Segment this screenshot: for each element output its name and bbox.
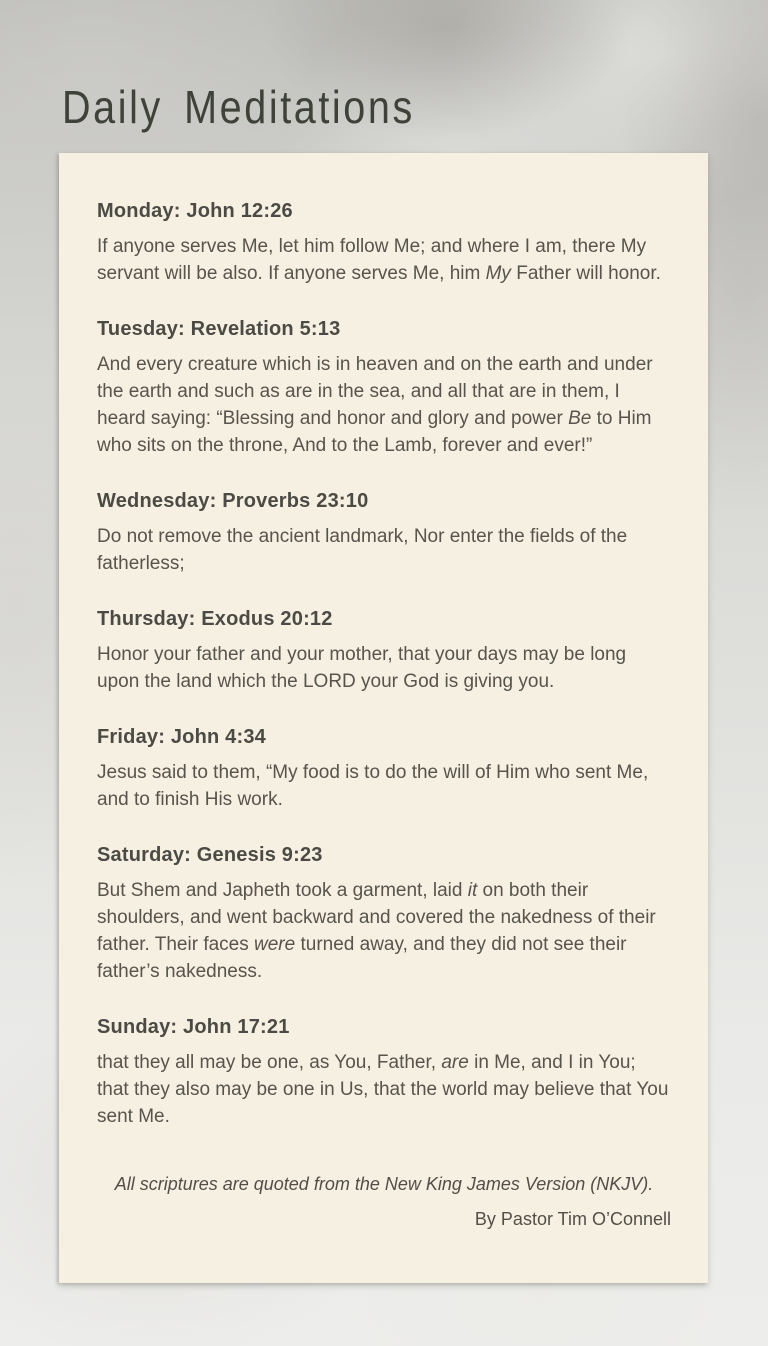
- meditation-section: [97, 317, 671, 459]
- section-body: [97, 877, 671, 985]
- meditation-section: [97, 725, 671, 813]
- body-text-run: Father will honor.: [510, 263, 661, 284]
- body-text-run: Honor your father and your mother, that your days may be long upon the land which the LORD your God is giving you.: [97, 644, 627, 692]
- meditations-card: [59, 153, 708, 1283]
- section-heading: Saturday: Genesis 9:23: [97, 844, 323, 866]
- meditation-section: [97, 489, 671, 577]
- section-body: [97, 1049, 671, 1130]
- body-text-run: on both their shoulders, and went backward and covered the nakedness of their father. Their faces: [97, 880, 656, 955]
- scripture-source-note: All scriptures are quoted from the New King James Version (NKJV).: [114, 1174, 654, 1194]
- body-text-italic-run: Be: [568, 408, 592, 429]
- section-heading: Friday: John 4:34: [97, 726, 266, 748]
- body-text-run: Do not remove the ancient landmark, Nor enter the fields of the fatherless;: [97, 526, 628, 574]
- author-byline: By Pastor Tim O’Connell: [474, 1209, 671, 1229]
- section-heading: Tuesday: Revelation 5:13: [97, 318, 341, 340]
- meditation-section: [97, 843, 671, 985]
- section-body: [97, 523, 671, 577]
- body-text-italic-run: My: [485, 263, 511, 284]
- body-text-run: turned away, and they did not see their father’s nakedness.: [97, 934, 627, 982]
- body-text-italic-run: are: [441, 1052, 469, 1073]
- section-body: [97, 759, 671, 813]
- meditation-section: [97, 1015, 671, 1130]
- section-body: [97, 641, 671, 695]
- body-text-italic-run: it: [467, 880, 478, 901]
- page-title: Daily Meditations: [62, 81, 415, 133]
- body-text-run: If anyone serves Me, let him follow Me; and where I am, there My servant will be also. If anyone serves Me, him: [97, 236, 647, 284]
- meditation-list: [97, 199, 671, 1130]
- section-body: [97, 233, 671, 287]
- section-heading: Monday: John 12:26: [97, 200, 293, 222]
- body-text-italic-run: were: [254, 934, 296, 955]
- body-text-run: Jesus said to them, “My food is to do the will of Him who sent Me, and to finish His work.: [97, 762, 649, 810]
- section-heading: Wednesday: Proverbs 23:10: [97, 490, 369, 512]
- body-text-run: But Shem and Japheth took a garment, laid: [97, 880, 468, 901]
- body-text-run: that they all may be one, as You, Father,: [97, 1052, 442, 1073]
- body-text-run: And every creature which is in heaven and on the earth and under the earth and such as are in the sea, and all that are in them, I heard saying: “Blessing and honor and glory and power: [97, 354, 653, 429]
- meditation-section: [97, 607, 671, 695]
- meditation-section: [97, 199, 671, 287]
- section-heading: Thursday: Exodus 20:12: [97, 608, 333, 630]
- body-text-run: in Me, and I in You; that they also may be one in Us, that the world may believe that You sent Me.: [97, 1052, 669, 1127]
- section-body: [97, 351, 671, 459]
- body-text-run: to Him who sits on the throne, And to the Lamb, forever and ever!”: [97, 408, 652, 456]
- section-heading: Sunday: John 17:21: [97, 1016, 290, 1038]
